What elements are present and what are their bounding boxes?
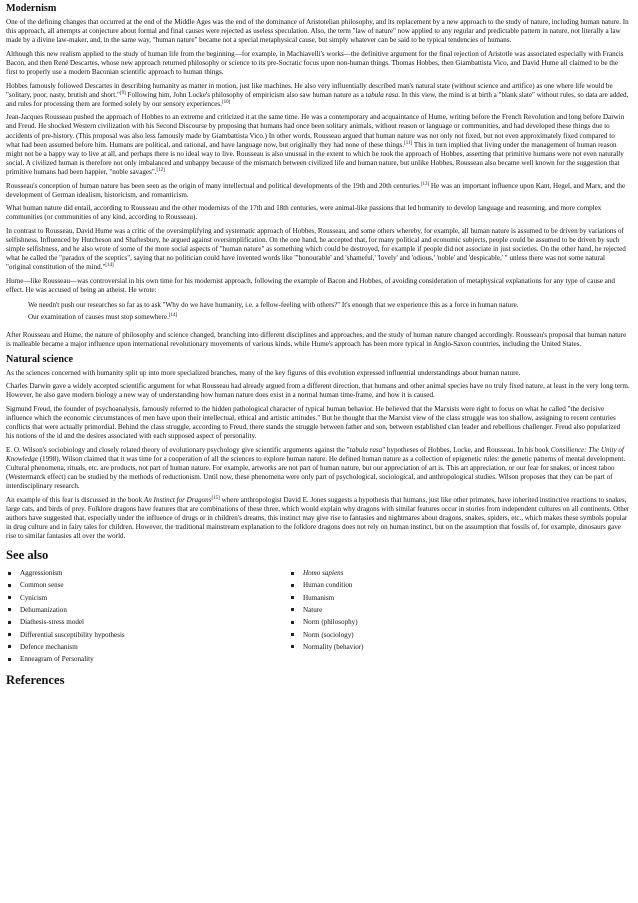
list-item-label: Homo sapiens <box>303 569 344 578</box>
text: Our examination of causes must stop somewhere. <box>28 313 169 322</box>
modernism-paragraph-5 <box>6 182 630 200</box>
text: " hypotheses of Hobbes, Locke, and Rousseau. In his book <box>382 445 551 454</box>
article-body <box>6 3 630 692</box>
list-item[interactable]: Differential susceptibility hypothesis <box>6 629 281 641</box>
quote-line-1: We needn't push our researches so far as to ask "Why do we have humanity, i.e. a fellow-feeling with others?" It's enough that we experience this as a force in human nature. <box>28 301 519 310</box>
text: In contrast to Rousseau, David Hume was a critic of the oversimplifying and systematic approach of Hobbes, Rousseau, and some others whereby, for example, all human nature is assumed to be driven by variations of selfishness. Influenced by Hutcheson and Shaftesbury, he argued against oversimplification. On the one hand, he accepted that, for many political and economic subjects, people could be assumed to be driven by such simple selfishness, and he also wrote of some of the more social aspects of "human nature" as something which could be destroyed, for example if people did not associate in just societies. On the other hand, he rejected what he called the "paradox of the sceptics", saying that no politician could have invented words like "'honourable' and 'shameful,' 'lovely' and 'odious,' 'noble' and 'despicable,' " unless there was not some natural "original constitution of the mind." <box>6 226 626 272</box>
text: An example of this fear is discussed in the book <box>6 495 144 504</box>
modernism-paragraph-6: What human nature did entail, according to Rousseau and the other modernists of the 17th and 18th centuries, were animal-like passions that led humanity to develop language and reasoning, and more complex communities (or communities of any kind, according to Rousseau). <box>6 204 602 222</box>
modernism-paragraph-9: After Rousseau and Hume, the nature of philosophy and science changed, branching into different disciplines and approaches, and the study of human nature changed accordingly. Rousseau's proposal that human nature is malleable became a major influence upon international revolutionary movements of various kinds, while Hume's approach has been more typical in Anglo-Saxon countries, including the United States. <box>6 330 627 348</box>
list-item[interactable]: Dehumanization <box>6 604 281 616</box>
natural-science-paragraph-2: Charles Darwin gave a widely accepted scientific argument for what Rousseau had already argued from a different direction, that humans and other animal species have no truly fixed nature, at least in the very long term. However, he also gave modern biology a new way of understanding how human nature does exist in a normal human time-frame, and how it is caused. <box>6 382 630 400</box>
text: E. O. Wilson's sociobiology and closely related theory of evolutionary psychology give scientific arguments against the " <box>6 445 350 454</box>
list-item[interactable] <box>289 567 589 579</box>
citation-link[interactable]: [15] <box>211 495 220 501</box>
see-also-left-list <box>6 567 281 665</box>
see-also-heading: See also <box>6 548 49 563</box>
references-heading: References <box>6 672 65 687</box>
natural-science-paragraph-3: Sigmund Freud, the founder of psychoanalysis, famously referred to the hidden pathological character of typical human behavior. He believed that the Marxists were right to focus on what he called "the decisive influence which the economic circumstances of men have upon their intellectual, ethical and artistic attitudes." But he thought that the Marxist view of the class struggle was too shallow, assigning to recent centuries conflicts that were actually primordial. Behind the class struggle, according to Freud, there stands the struggle between father and son, between established clan leader and rebellious challenger. Freud also popularized his notions of the id and the desires associated with each supposed aspect of personality. <box>6 404 621 441</box>
see-also-right-list <box>289 567 589 665</box>
italic-term: tabula rasa <box>349 445 383 454</box>
list-item[interactable]: Normality (behavior) <box>289 641 589 653</box>
list-item[interactable]: Common sense <box>6 579 281 591</box>
text: Following him, John Locke's philosophy of empiricism also saw human nature as a <box>125 90 366 99</box>
list-item[interactable]: Defence mechanism <box>6 641 281 653</box>
natural-science-paragraph-5 <box>6 496 630 541</box>
list-item[interactable]: Norm (philosophy) <box>289 616 589 628</box>
citation-link[interactable]: [12] <box>156 167 165 173</box>
modernism-paragraph-1: One of the defining changes that occurred at the end of the Middle Ages was the end of the dominance of Aristotelian philosophy, and its replacement by a new approach to the study of nature, including human nature. In this approach, all attempts at conjecture about formal and final causes were rejected as useless speculation. Also, the term "law of nature" now applied to any regular and predictable pattern in nature, not literally a law made by a divine law-maker, and, in the same way, "human nature" became not a special metaphysical cause, but simply whatever can be said to be typical tendencies of humans. <box>6 18 629 45</box>
modernism-paragraph-4 <box>6 113 630 177</box>
book-title: Consilience: The Unity of Knowledge <box>6 445 624 463</box>
modernism-paragraph-2: Although this new realism applied to the study of human life from the beginning—for example, in Machiavelli's works—the definitive argument for the final rejection of Aristotle was associated especially with Francis Bacon, and then René Descartes, whose new approach returned philosophy or science to its pre-Socratic focus upon non-human things. Thomas Hobbes, then Giambattista Vico, and David Hume all claimed to be the first to properly use a modern Baconian scientific approach to human things. <box>6 49 624 76</box>
see-also-columns <box>6 567 630 665</box>
book-title: An Instinct for Dragons <box>143 495 212 504</box>
citation-link[interactable]: [14] <box>168 313 178 319</box>
list-item[interactable]: Humanism <box>289 592 589 604</box>
modernism-paragraph-8: Hume—like Rousseau—was controversial in his own time for his modernist approach, following the example of Bacon and Hobbes, of avoiding consideration of metaphysical explanations for any type of cause and effect. He was accused of being an atheist. He wrote: <box>6 276 615 294</box>
natural-science-paragraph-4 <box>6 446 630 491</box>
text: This in turn implied that living under the management of human reason might not be a happy way to live at all, and perhaps there is no ideal way to live. Rousseau is also unusual in the extent to which he took the approach of Hobbes, asserting that primitive humans were not even naturally social. A civilized human is therefore not only imbalanced and unhappy because of the mismatch between civilized life and human nature, but unlike Hobbes, Rousseau also became well known for the suggestion that primitive humans had been happier, "noble savages". <box>6 140 624 176</box>
list-item[interactable]: Cynicism <box>6 592 281 604</box>
list-item[interactable]: Enneagram of Personality <box>6 653 281 665</box>
text: Rousseau's conception of human nature has been seen as the origin of many intellectual and political developments of the 19th and 20th centuries. <box>6 181 421 190</box>
text: Jean-Jacques Rousseau pushed the approach of Hobbes to an extreme and criticized it at the same time. He was a contemporary and acquaintance of Hume, writing before the French Revolution and long before Darwin and Freud. He shocked Western civilization with his Second Discourse by proposing that humans had once been solitary animals, without reason or language or communities, and had developed these things due to accidents of pre-history. (This proposal was also less famously made by Giambattista Vico.) In other words, Rousseau argued that human nature was not only not fixed, but not even approximately fixed compared to what had been assumed before him. Humans are political, and rational, and have language now, but originally they had none of these things. <box>6 113 625 149</box>
text: Hobbes famously followed Descartes in describing humanity as matter in motion, just like machines. He also very influentially described man's natural state (without science and artifice) as one where life would be "solitary, poor, nasty, brutish and short." <box>6 81 613 99</box>
hume-quote <box>28 301 630 323</box>
citation-link[interactable]: [11] <box>404 140 413 146</box>
text: (1998), Wilson claimed that it was time for a cooperation of all the sciences to explore human nature. He defined human nature as a collection of epigenetic rules: the genetic patterns of mental development. Cultural phenomena, rituals, etc. are products, not part of human nature. For example, artworks are not part of human nature, but our appreciation of art is. This art appreciation, or our fear for snakes, or incest taboo (Westermarck effect) can be studied by the methods of reductionism. Until now, these phenomena were only part of psychological, sociological, and anthropological studies. Wilson proposes that they can be part of interdisciplinary research. <box>6 454 626 491</box>
list-item[interactable]: Diathesis-stress model <box>6 616 281 628</box>
text: He was an important influence upon Kant, Hegel, and Marx, and the development of German idealism, historicism, and romanticism. <box>6 181 626 199</box>
modernism-paragraph-7 <box>6 227 630 272</box>
modernism-heading: Modernism <box>6 3 57 14</box>
citation-link[interactable]: [10] <box>221 99 231 105</box>
list-item[interactable]: Nature <box>289 604 589 616</box>
list-item[interactable]: Aggressionism <box>6 567 281 579</box>
citation-link[interactable]: [14] <box>105 263 114 269</box>
italic-term: tabula rasa <box>365 90 399 99</box>
natural-science-paragraph-1: As the sciences concerned with humanity split up into more specialized branches, many of the key figures of this evolution expressed influential understandings about human nature. <box>6 368 521 377</box>
citation-link[interactable]: [13] <box>420 181 430 187</box>
list-item[interactable]: Human condition <box>289 579 589 591</box>
text: . In this view, the mind is at birth a "blank slate" without rules, so data are added, and rules for processing them are formed solely by our sensory experiences. <box>6 90 629 108</box>
list-item[interactable]: Norm (sociology) <box>289 629 589 641</box>
text: where anthropologist David E. Jones suggests a hypothesis that humans, just like other primates, have inherited instinctive reactions to snakes, large cats, and birds of prey. Folklore dragons have features that are combinations of these three, which would explain why dragons with similar features occur in stories from independent cultures on all continents. Other authors have suggested that, especially under the influence of drugs or in children's dreams, this instinct may give rise to fantasies and nightmares about dragons, snakes, spiders, etc., which makes these symbols popular in drug culture and in fairy tales for children. However, the traditional mainstream explanation to the folklore dragons does not rely on human instinct, but on the assumption that fossils of, for example, dinosaurs gave rise to similar fantasies all over the world. <box>6 495 630 541</box>
natural-science-heading: Natural science <box>6 353 74 365</box>
citation-link[interactable]: [9] <box>119 90 126 96</box>
modernism-paragraph-3 <box>6 82 630 109</box>
quote-line-2 <box>28 313 630 322</box>
